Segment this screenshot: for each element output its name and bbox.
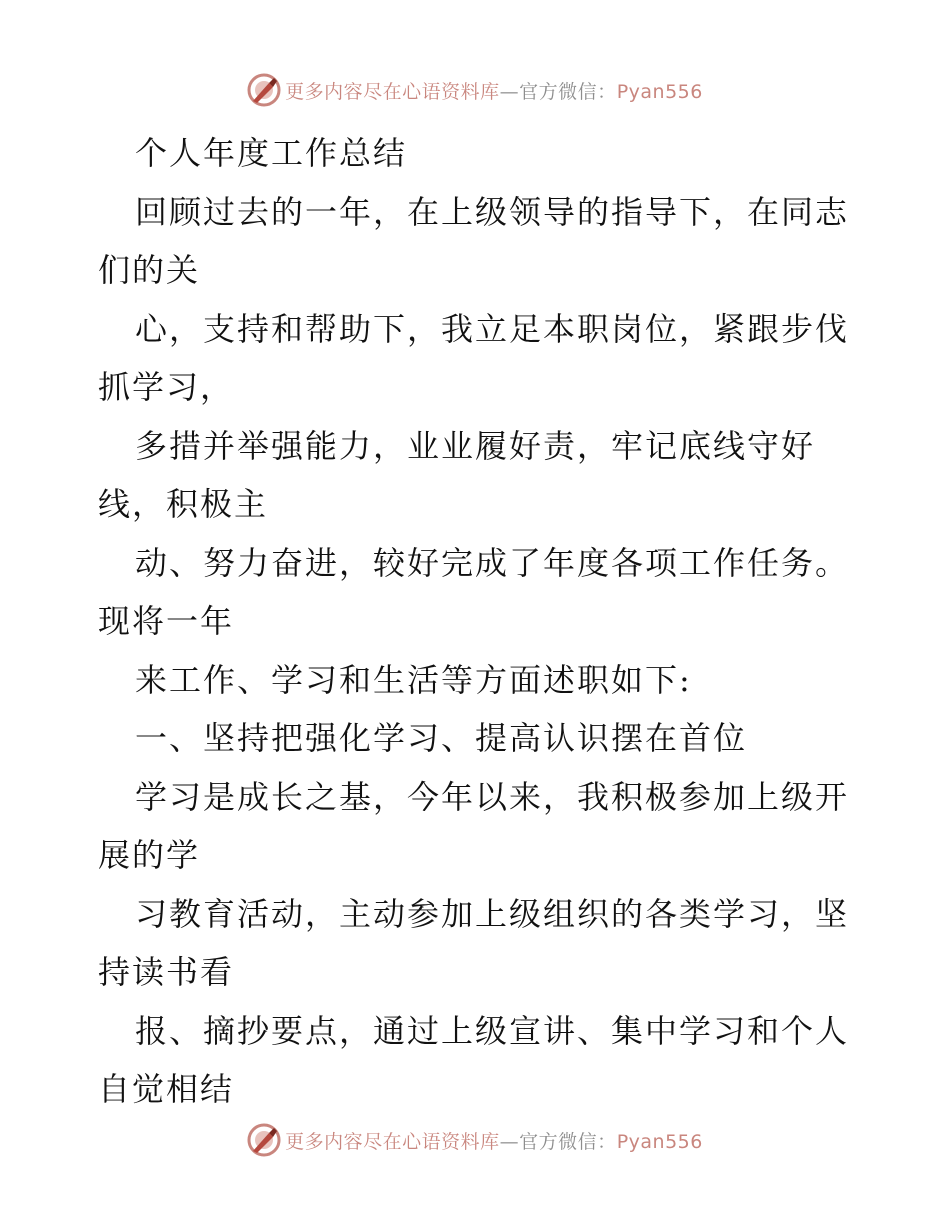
text-line: 回顾过去的一年，在上级领导的指导下，在同志 bbox=[135, 192, 850, 231]
text-line: 抓学习， bbox=[98, 368, 235, 406]
watermark-main-text: 更多内容尽在心语资料库 bbox=[285, 80, 500, 103]
text-line: 动、努力奋进，较好完成了年度各项工作任务。 bbox=[135, 543, 850, 582]
text-line: 心，支持和帮助下，我立足本职岗位，紧跟步伐 bbox=[135, 309, 850, 348]
text-line: 们的关 bbox=[98, 251, 201, 289]
header-watermark bbox=[0, 70, 950, 110]
text-line: 现将一年 bbox=[98, 602, 235, 640]
watermark-official-label: 官方微信： bbox=[519, 80, 617, 103]
watermark-wechat-id: Pyan556 bbox=[616, 80, 703, 103]
watermark-wechat-id: Pyan556 bbox=[616, 1130, 703, 1153]
watermark-main-text: 更多内容尽在心语资料库 bbox=[285, 1130, 500, 1153]
text-line: 展的学 bbox=[98, 836, 201, 874]
text-line: 来工作、学习和生活等方面述职如下: bbox=[135, 660, 692, 699]
section-heading: 一、坚持把强化学习、提高认识摆在首位 bbox=[135, 719, 748, 757]
watermark-dash: — bbox=[499, 80, 520, 103]
text-line: 学习是成长之基，今年以来，我积极参加上级开 bbox=[135, 777, 850, 816]
text-line: 自觉相结 bbox=[98, 1070, 235, 1108]
text-line: 持读书看 bbox=[98, 953, 235, 991]
text-line: 习教育活动，主动参加上级组织的各类学习，坚 bbox=[135, 894, 850, 933]
document-body bbox=[98, 124, 888, 1119]
document-title: 个人年度工作总结 bbox=[135, 134, 408, 172]
text-line: 线，积极主 bbox=[98, 485, 269, 523]
watermark-official-label: 官方微信： bbox=[519, 1130, 617, 1153]
footer-watermark bbox=[0, 1120, 950, 1160]
watermark-dash: — bbox=[499, 1130, 520, 1153]
text-line: 报、摘抄要点，通过上级宣讲、集中学习和个人 bbox=[135, 1011, 850, 1050]
pen-logo-icon bbox=[247, 73, 281, 107]
text-line: 多措并举强能力，业业履好责，牢记底线守好 bbox=[135, 426, 816, 465]
pen-logo-icon bbox=[247, 1123, 281, 1157]
